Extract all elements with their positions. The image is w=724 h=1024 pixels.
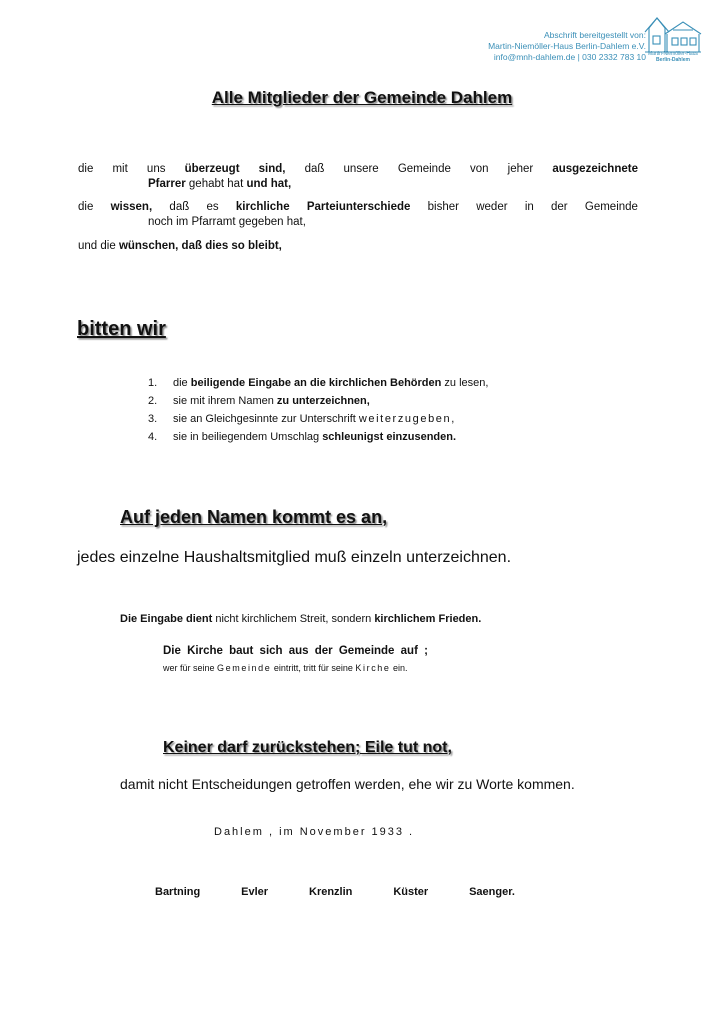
- text-spaced: Gemeinde: [217, 663, 272, 673]
- text: zu lesen,: [441, 377, 489, 389]
- word: die: [78, 163, 94, 175]
- text: sie in beiliegendem Umschlag: [173, 431, 323, 443]
- word: von: [469, 163, 489, 175]
- text-bold: kirchlichem Frieden.: [374, 613, 482, 625]
- source-line: Martin-Niemöller-Haus Berlin-Dahlem e.V.: [488, 41, 646, 51]
- word: die: [78, 201, 94, 213]
- signer-name: Krenzlin: [309, 886, 353, 898]
- text-bold: und hat,: [246, 178, 292, 190]
- intro-line-3: [78, 240, 282, 252]
- text-spaced: Kirche: [355, 663, 391, 673]
- word: daß: [304, 163, 325, 175]
- word: jeher: [507, 163, 534, 175]
- text: ein.: [390, 663, 408, 673]
- text: wer für seine: [163, 663, 218, 673]
- signers: [155, 886, 515, 898]
- word: kirchliche: [235, 201, 290, 213]
- text: eintritt, tritt für seine: [271, 663, 356, 673]
- source-line: info@mnh-dahlem.de | 030 2332 783 10: [493, 52, 646, 62]
- kirche-line-1: Die Kirche baut sich aus der Gemeinde auf ;: [163, 645, 428, 657]
- text: gehabt hat: [185, 178, 247, 190]
- logo-caption-line: Berlin-Dahlem: [656, 57, 690, 63]
- kirche-line-2: [163, 663, 408, 673]
- word: daß: [169, 201, 190, 213]
- word: bisher: [427, 201, 459, 213]
- list-number: 3.: [148, 413, 158, 425]
- jedes-line: jedes einzelne Haushaltsmitglied muß einzeln unterzeichnen.: [77, 549, 512, 566]
- list-item: [148, 392, 488, 410]
- signer-name: Evler: [241, 886, 269, 898]
- text: die: [173, 377, 191, 389]
- text-bold: schleunigst einzusenden.: [322, 431, 457, 443]
- eingabe-line: [120, 613, 481, 625]
- text: sie mit ihrem Namen: [173, 395, 277, 407]
- text: und die: [78, 240, 119, 252]
- list-number: 2.: [148, 395, 158, 407]
- text-bold: Pfarrer: [148, 178, 186, 190]
- damit-line: damit nicht Entscheidungen getroffen werden, ehe wir zu Worte kommen.: [120, 776, 575, 792]
- text-bold: beiligende Eingabe an die kirchlichen Behörden: [190, 377, 442, 389]
- word: der: [551, 201, 568, 213]
- list-item: [148, 374, 488, 392]
- page-title: Alle Mitglieder der Gemeinde Dahlem: [211, 88, 513, 107]
- word: ausgezeichnete: [552, 163, 638, 175]
- word: überzeugt: [184, 163, 240, 175]
- intro-line-1-continued: [148, 178, 291, 190]
- intro-line-2-continued: noch im Pfarramt gegeben hat,: [148, 216, 306, 228]
- text: nicht kirchlichem Streit, sondern: [212, 613, 375, 625]
- logo-caption: [640, 51, 706, 63]
- intro-line-2: [78, 201, 638, 213]
- date-line: Dahlem , im November 1933 .: [214, 826, 415, 838]
- list-number: 1.: [148, 377, 158, 389]
- word: uns: [146, 163, 166, 175]
- list-item: [148, 428, 488, 446]
- text-bold: wünschen, daß dies so bleibt,: [118, 240, 282, 252]
- text-bold: zu unterzeichnen,: [276, 395, 370, 407]
- text-spaced: weiterzugeben,: [358, 413, 456, 425]
- keiner-heading: Keiner darf zurückstehen; Eile tut not,: [163, 739, 452, 756]
- word: Parteiunterschiede: [306, 201, 411, 213]
- signer-name: Küster: [393, 886, 429, 898]
- request-list: [148, 374, 488, 446]
- word: unsere: [343, 163, 379, 175]
- bitten-heading: bitten wir: [77, 318, 166, 340]
- word: mit: [112, 163, 128, 175]
- word: Gemeinde: [584, 201, 638, 213]
- text-bold: Die Eingabe dient: [120, 613, 213, 625]
- signer-name: Bartning: [155, 886, 201, 898]
- list-number: 4.: [148, 431, 158, 443]
- source-line: Abschrift bereitgestellt von:: [543, 30, 646, 40]
- word: Gemeinde: [397, 163, 451, 175]
- word: wissen,: [110, 201, 153, 213]
- signer-name: Saenger.: [469, 886, 515, 898]
- word: weder: [476, 201, 508, 213]
- word: in: [524, 201, 534, 213]
- logo-caption-line: Martin-Niemöller-Haus: [647, 51, 698, 57]
- list-item: [148, 410, 488, 428]
- word: es: [206, 201, 219, 213]
- text: sie an Gleichgesinnte zur Unterschrift: [173, 413, 359, 425]
- source-header: [488, 30, 646, 63]
- word: sind,: [258, 163, 286, 175]
- auf-heading: Auf jeden Namen kommt es an,: [120, 507, 388, 527]
- intro-line-1: [78, 163, 638, 175]
